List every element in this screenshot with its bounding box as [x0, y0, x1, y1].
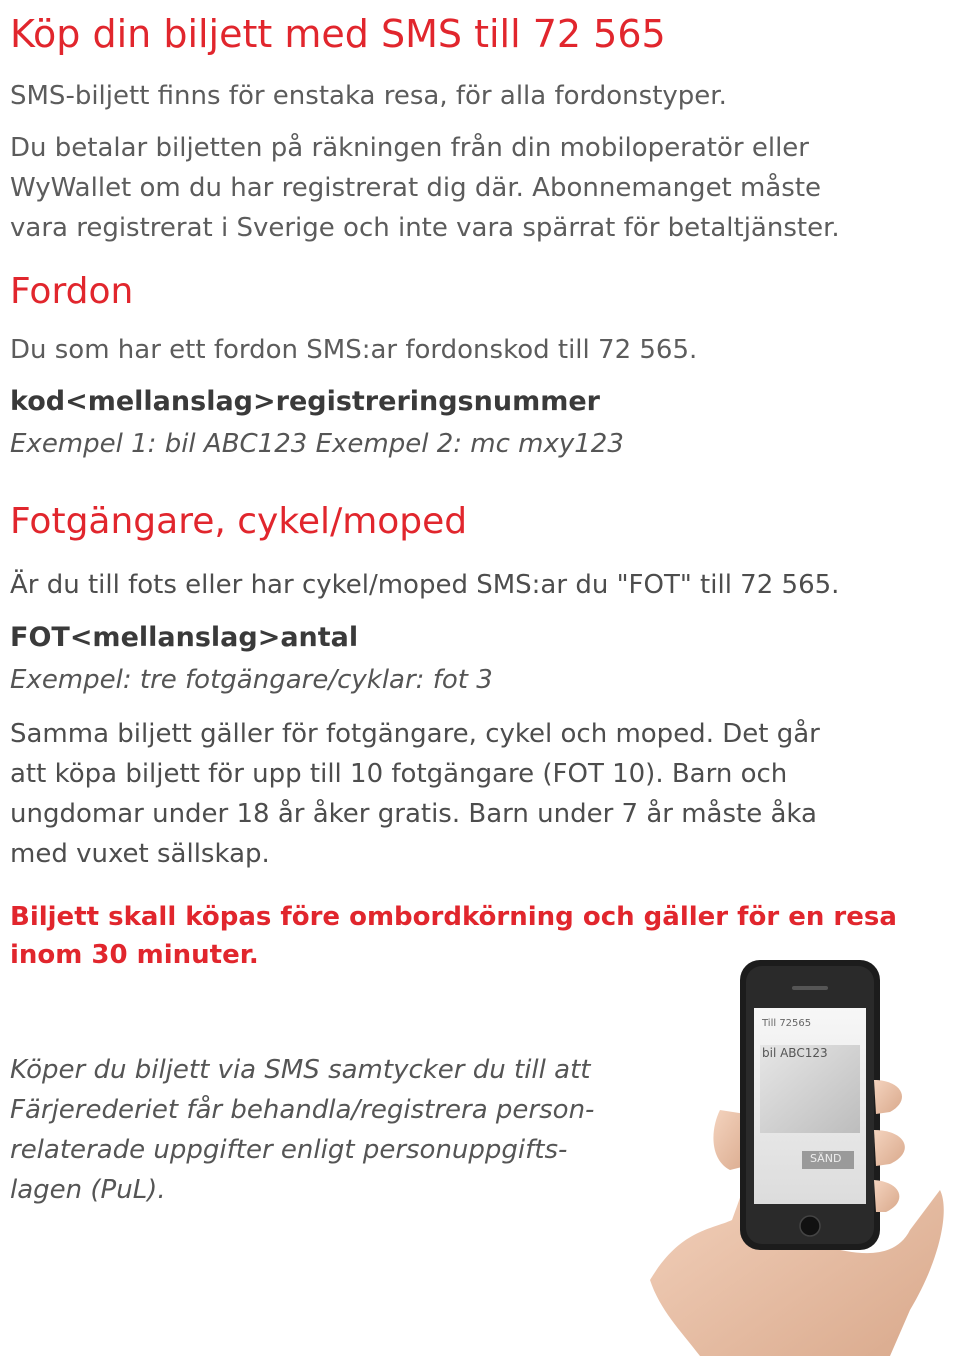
finger-shape: [874, 1180, 899, 1212]
fordon-text: Du som har ett fordon SMS:ar fordonskod till 72 565.: [10, 335, 698, 365]
text-line: inom 30 minuter.: [10, 940, 259, 970]
text-line: lagen (PuL).: [10, 1175, 166, 1205]
sms-message: bil ABC123: [762, 1046, 828, 1060]
fotgangare-sms-format: FOT<mellanslag>antal: [10, 622, 359, 653]
finger-shape: [874, 1130, 905, 1166]
fotgangare-example: Exempel: tre fotgängare/cyklar: fot 3: [10, 665, 493, 695]
fordon-sms-format: kod<mellanslag>registreringsnummer: [10, 386, 600, 417]
text-line: Biljett skall köpas före ombordkörning och gäller för en resa: [10, 902, 897, 932]
home-button: [800, 1216, 820, 1236]
intro-paragraph: [10, 128, 840, 248]
sms-recipient: Till 72565: [762, 1018, 812, 1029]
section-heading-fotgangare: Fotgängare, cykel/moped: [10, 501, 468, 542]
phone-illustration: [640, 930, 960, 1356]
text-line: med vuxet sällskap.: [10, 839, 270, 869]
earpiece: [792, 986, 828, 990]
phone-hand-graphic: [640, 930, 960, 1356]
text-line: Köper du biljett via SMS samtycker du till att: [10, 1055, 591, 1085]
section-heading-fordon: Fordon: [10, 271, 134, 312]
text-line: Du betalar biljetten på räkningen från din mobiloperatör eller: [10, 133, 809, 163]
fotgangare-paragraph: [10, 714, 820, 874]
consent-text: [10, 1050, 594, 1210]
text-line: WyWallet om du har registrerat dig där. Abonnemanget måste: [10, 173, 822, 203]
text-line: Samma biljett gäller för fotgängare, cykel och moped. Det går: [10, 719, 820, 749]
page-title: Köp din biljett med SMS till 72 565: [10, 12, 666, 56]
intro-line: SMS-biljett finns för enstaka resa, för alla fordonstyper.: [10, 81, 727, 111]
text-line: ungdomar under 18 år åker gratis. Barn under 7 år måste åka: [10, 799, 817, 829]
finger-shape: [874, 1080, 902, 1114]
text-line: att köpa biljett för upp till 10 fotgängare (FOT 10). Barn och: [10, 759, 788, 789]
text-line: vara registrerat i Sverige och inte vara spärrat för betaltjänster.: [10, 213, 840, 243]
send-button[interactable]: SÄND: [810, 1152, 842, 1165]
fotgangare-text: Är du till fots eller har cykel/moped SMS:ar du "FOT" till 72 565.: [10, 570, 840, 600]
fordon-example: Exempel 1: bil ABC123 Exempel 2: mc mxy123: [10, 429, 624, 459]
text-line: relaterade uppgifter enligt personuppgifts-: [10, 1135, 568, 1165]
text-line: Färjerederiet får behandla/registrera person-: [10, 1095, 595, 1125]
